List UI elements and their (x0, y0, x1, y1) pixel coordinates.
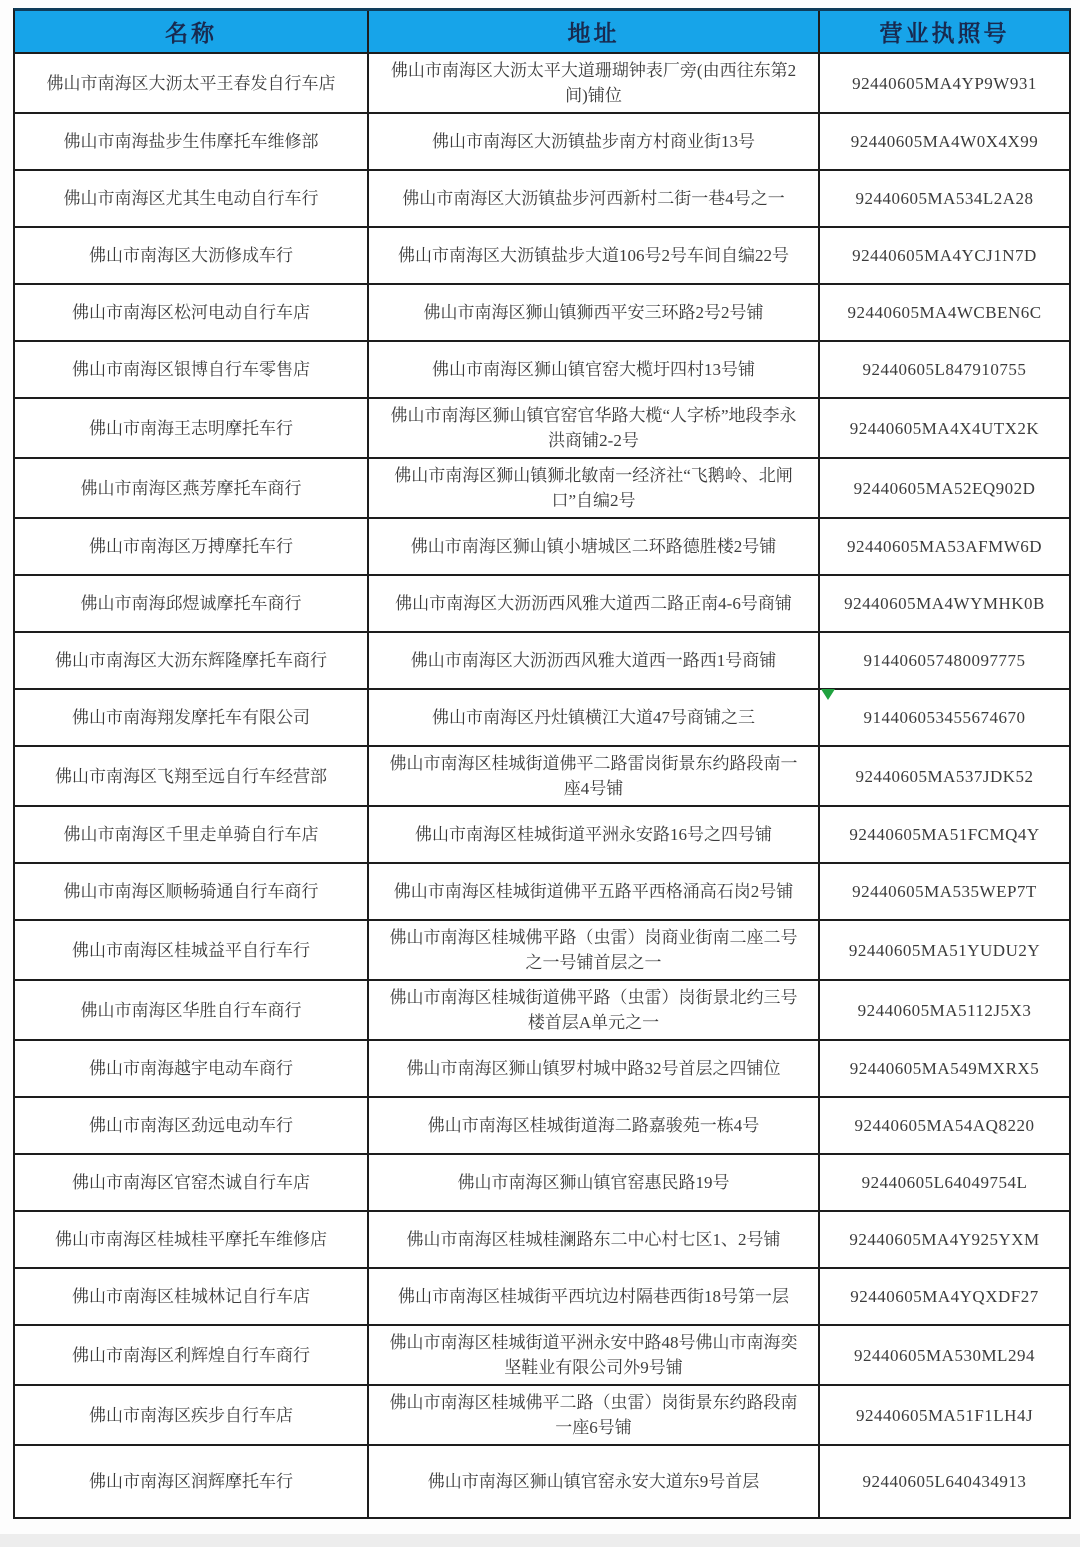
name-cell-text: 佛山市南海区万搏摩托车行 (89, 537, 293, 556)
address-cell (369, 690, 820, 745)
table-row (15, 631, 1069, 688)
name-cell (15, 747, 369, 805)
address-cell (369, 1212, 820, 1267)
license-cell-text: 92440605L847910755 (862, 360, 1027, 379)
license-cell (820, 1446, 1069, 1517)
name-cell-text: 佛山市南海区桂城益平自行车行 (72, 940, 310, 960)
address-cell (369, 576, 820, 631)
address-cell (369, 864, 820, 919)
license-cell-text: 92440605MA534L2A28 (855, 189, 1034, 208)
name-cell-text: 佛山市南海越宇电动车商行 (89, 1059, 293, 1078)
name-cell-text: 佛山市南海区劲远电动车行 (89, 1116, 293, 1135)
table-row (15, 1210, 1069, 1267)
name-cell-text: 佛山市南海王志明摩托车行 (89, 418, 293, 438)
license-cell-text: 92440605MA4Y925YXM (849, 1230, 1040, 1249)
name-cell-text: 佛山市南海区利辉煌自行车商行 (72, 1345, 310, 1365)
name-cell (15, 633, 369, 688)
address-cell (369, 54, 820, 112)
license-cell-text: 92440605MA4WCBEN6C (847, 303, 1042, 322)
name-cell (15, 921, 369, 979)
table-row (15, 862, 1069, 919)
name-cell-text: 佛山市南海区华胜自行车商行 (80, 1000, 302, 1020)
table-row (15, 1153, 1069, 1210)
table-row (15, 283, 1069, 340)
name-cell-text: 佛山市南海区官窑杰诚自行车店 (72, 1173, 310, 1192)
license-cell (820, 285, 1069, 340)
name-cell-text: 佛山市南海区顺畅骑通自行车商行 (63, 882, 319, 901)
license-cell (820, 1098, 1069, 1153)
license-cell (820, 114, 1069, 169)
green-corner-marker-icon (821, 689, 835, 700)
name-cell (15, 1212, 369, 1267)
bottom-margin-strip (0, 1534, 1080, 1547)
table-row (15, 979, 1069, 1039)
address-cell-text: 佛山市南海区狮山镇狮北敏南一经济社“飞鹅岭、北闸口”自编2号 (394, 466, 793, 510)
license-cell (820, 54, 1069, 112)
name-cell (15, 864, 369, 919)
name-cell-text: 佛山市南海区桂城林记自行车店 (72, 1287, 310, 1306)
license-cell-text: 92440605MA51FCMQ4Y (849, 825, 1040, 844)
table-row (15, 226, 1069, 283)
license-cell (820, 519, 1069, 574)
address-cell (369, 1386, 820, 1444)
address-cell-text: 佛山市南海区狮山镇官窑大榄圩四村13号铺 (432, 360, 755, 379)
address-cell (369, 519, 820, 574)
name-cell (15, 576, 369, 631)
license-cell-text: 92440605MA537JDK52 (855, 766, 1034, 786)
name-cell (15, 171, 369, 226)
address-cell (369, 747, 820, 805)
license-cell (820, 981, 1069, 1039)
address-cell (369, 342, 820, 397)
name-cell (15, 981, 369, 1039)
license-cell (820, 1326, 1069, 1384)
name-cell-text: 佛山市南海区尤其生电动自行车行 (63, 189, 319, 208)
table-row (15, 169, 1069, 226)
business-license-table (13, 8, 1071, 1519)
license-cell-text: 92440605MA53AFMW6D (846, 537, 1043, 556)
name-cell (15, 1446, 369, 1517)
address-cell (369, 1446, 820, 1517)
address-cell (369, 807, 820, 862)
name-cell-text: 佛山市南海区燕芳摩托车商行 (80, 478, 302, 498)
table-row (15, 688, 1069, 745)
address-cell (369, 228, 820, 283)
table-row (15, 1267, 1069, 1324)
name-cell-text: 佛山市南海区大沥东辉隆摩托车商行 (55, 651, 327, 670)
address-cell-text: 佛山市南海区丹灶镇横江大道47号商铺之三 (432, 708, 755, 727)
address-cell-text: 佛山市南海区桂城街道平洲永安中路48号佛山市南海奕坚鞋业有限公司外9号铺 (389, 1333, 798, 1377)
name-cell-text: 佛山市南海区桂城桂平摩托车维修店 (55, 1230, 327, 1249)
table-row (15, 112, 1069, 169)
license-cell-text: 92440605MA51F1LH4J (855, 1405, 1034, 1425)
license-cell-text: 92440605MA535WEP7T (852, 882, 1037, 901)
table-row (15, 574, 1069, 631)
license-cell-text: 92440605MA4W0X4X99 (850, 132, 1039, 151)
address-cell-text: 佛山市南海区狮山镇官窑永安大道东9号首层 (427, 1472, 760, 1491)
license-cell (820, 1212, 1069, 1267)
license-cell (820, 864, 1069, 919)
license-cell-text: 914406057480097775 (863, 651, 1026, 670)
name-cell-text: 佛山市南海区松河电动自行车店 (72, 303, 310, 322)
name-cell (15, 1386, 369, 1444)
address-cell-text: 佛山市南海区大沥镇盐步南方村商业街13号 (432, 132, 755, 151)
name-cell-text: 佛山市南海盐步生伟摩托车维修部 (63, 132, 319, 151)
address-cell-text: 佛山市南海区桂城街平西坑边村隔巷西街18号第一层 (398, 1287, 789, 1306)
address-cell-text: 佛山市南海区大沥沥西风雅大道西一路西1号商铺 (410, 651, 777, 670)
address-cell (369, 1155, 820, 1210)
table-row (15, 397, 1069, 457)
license-cell-text: 914406053455674670 (863, 708, 1026, 727)
column-header-name: 名称 (15, 11, 369, 52)
address-cell-text: 佛山市南海区桂城街道佛平五路平西格涌高石岗2号铺 (393, 882, 794, 901)
license-cell-text: 92440605MA549MXRX5 (849, 1059, 1040, 1078)
name-cell-text: 佛山市南海区银博自行车零售店 (72, 360, 310, 379)
name-cell (15, 1326, 369, 1384)
name-cell (15, 114, 369, 169)
name-cell-text: 佛山市南海区大沥修成车行 (89, 246, 293, 265)
license-cell (820, 576, 1069, 631)
license-cell (820, 1041, 1069, 1096)
address-cell-text: 佛山市南海区狮山镇官窑官华路大榄“人字桥”地段李永洪商铺2-2号 (390, 406, 797, 450)
address-cell (369, 981, 820, 1039)
address-cell (369, 1326, 820, 1384)
name-cell (15, 459, 369, 517)
address-cell-text: 佛山市南海区狮山镇小塘城区二环路德胜楼2号铺 (410, 537, 777, 556)
address-cell (369, 171, 820, 226)
license-cell (820, 1155, 1069, 1210)
name-cell (15, 1041, 369, 1096)
table-row (15, 1384, 1069, 1444)
table-row (15, 745, 1069, 805)
name-cell-text: 佛山市南海翔发摩托车有限公司 (72, 708, 310, 727)
address-cell (369, 114, 820, 169)
name-cell (15, 54, 369, 112)
license-cell-text: 92440605MA4YCJ1N7D (852, 246, 1037, 265)
license-cell-text: 92440605MA4YQXDF27 (850, 1287, 1039, 1306)
column-header-address: 地址 (369, 11, 820, 52)
name-cell-text: 佛山市南海区疾步自行车店 (89, 1405, 293, 1425)
license-cell-text: 92440605MA51YUDU2Y (848, 940, 1041, 960)
table-row (15, 457, 1069, 517)
address-cell-text: 佛山市南海区桂城佛平路（虫雷）岗商业街南二座二号之一号铺首层之一 (389, 928, 798, 972)
table-row (15, 517, 1069, 574)
table-row (15, 52, 1069, 112)
name-cell (15, 519, 369, 574)
license-cell (820, 633, 1069, 688)
address-cell-text: 佛山市南海区大沥镇盐步大道106号2号车间自编22号 (398, 246, 789, 265)
table-row (15, 919, 1069, 979)
name-cell (15, 1098, 369, 1153)
address-cell-text: 佛山市南海区大沥沥西风雅大道西二路正南4-6号商铺 (395, 594, 792, 613)
address-cell-text: 佛山市南海区桂城桂澜路东二中心村七区1、2号铺 (406, 1230, 781, 1249)
table-row (15, 1444, 1069, 1517)
license-cell (820, 1269, 1069, 1324)
license-cell (820, 690, 1069, 745)
address-cell (369, 1098, 820, 1153)
name-cell-text: 佛山市南海区千里走单骑自行车店 (63, 825, 319, 844)
address-cell-text: 佛山市南海区桂城街道佛平路（虫雷）岗街景北约三号楼首层A单元之一 (389, 988, 798, 1032)
license-cell-text: 92440605MA4YP9W931 (852, 73, 1037, 93)
name-cell (15, 342, 369, 397)
address-cell-text: 佛山市南海区桂城佛平二路（虫雷）岗街景东约路段南一座6号铺 (389, 1393, 798, 1437)
license-cell-text: 92440605MA4WYMHK0B (844, 594, 1045, 613)
table-row (15, 1096, 1069, 1153)
license-cell (820, 342, 1069, 397)
address-cell (369, 399, 820, 457)
name-cell (15, 399, 369, 457)
license-cell (820, 1386, 1069, 1444)
license-cell (820, 459, 1069, 517)
table-body (15, 52, 1069, 1517)
column-header-license: 营业执照号 (879, 21, 1010, 46)
address-cell (369, 1269, 820, 1324)
address-cell (369, 459, 820, 517)
address-cell (369, 921, 820, 979)
name-cell-text: 佛山市南海区飞翔至远自行车经营部 (55, 766, 327, 786)
name-cell (15, 807, 369, 862)
table-row (15, 1324, 1069, 1384)
license-cell-text: 92440605MA52EQ902D (853, 478, 1036, 498)
table-header-row (15, 11, 1069, 52)
address-cell-text: 佛山市南海区桂城街道平洲永安路16号之四号铺 (415, 825, 772, 844)
address-cell-text: 佛山市南海区狮山镇狮西平安三环路2号2号铺 (423, 303, 764, 322)
license-cell (820, 747, 1069, 805)
address-cell (369, 1041, 820, 1096)
license-cell-text: 92440605MA4X4UTX2K (849, 418, 1040, 438)
table-row (15, 805, 1069, 862)
table-row (15, 340, 1069, 397)
license-cell-text: 92440605MA530ML294 (854, 1345, 1035, 1365)
address-cell-text: 佛山市南海区桂城街道海二路嘉骏苑一栋4号 (427, 1116, 760, 1135)
name-cell-text: 佛山市南海区润辉摩托车行 (89, 1472, 293, 1491)
name-cell (15, 1155, 369, 1210)
license-cell (820, 807, 1069, 862)
address-cell-text: 佛山市南海区狮山镇官窑惠民路19号 (457, 1173, 730, 1192)
license-cell-text: 92440605L64049754L (861, 1173, 1028, 1192)
license-cell (820, 921, 1069, 979)
address-cell-text: 佛山市南海区狮山镇罗村城中路32号首层之四铺位 (406, 1059, 781, 1078)
name-cell-text: 佛山市南海邱煜诚摩托车商行 (80, 594, 302, 613)
license-cell (820, 171, 1069, 226)
address-cell (369, 633, 820, 688)
name-cell (15, 285, 369, 340)
address-cell-text: 佛山市南海区大沥太平大道珊瑚钟表厂旁(由西往东第2间)铺位 (390, 61, 797, 105)
address-cell (369, 285, 820, 340)
address-cell-text: 佛山市南海区桂城街道佛平二路雷岗街景东约路段南一座4号铺 (389, 754, 798, 798)
license-cell-text: 92440605L640434913 (862, 1472, 1027, 1491)
license-cell-text: 92440605MA54AQ8220 (854, 1116, 1035, 1135)
address-cell-text: 佛山市南海区大沥镇盐步河西新村二街一巷4号之一 (402, 189, 785, 208)
name-cell-text: 佛山市南海区大沥太平王春发自行车店 (46, 73, 336, 93)
table-row (15, 1039, 1069, 1096)
license-cell-text: 92440605MA5112J5X3 (857, 1000, 1032, 1020)
name-cell (15, 1269, 369, 1324)
name-cell (15, 690, 369, 745)
license-cell (820, 228, 1069, 283)
name-cell (15, 228, 369, 283)
license-cell (820, 399, 1069, 457)
